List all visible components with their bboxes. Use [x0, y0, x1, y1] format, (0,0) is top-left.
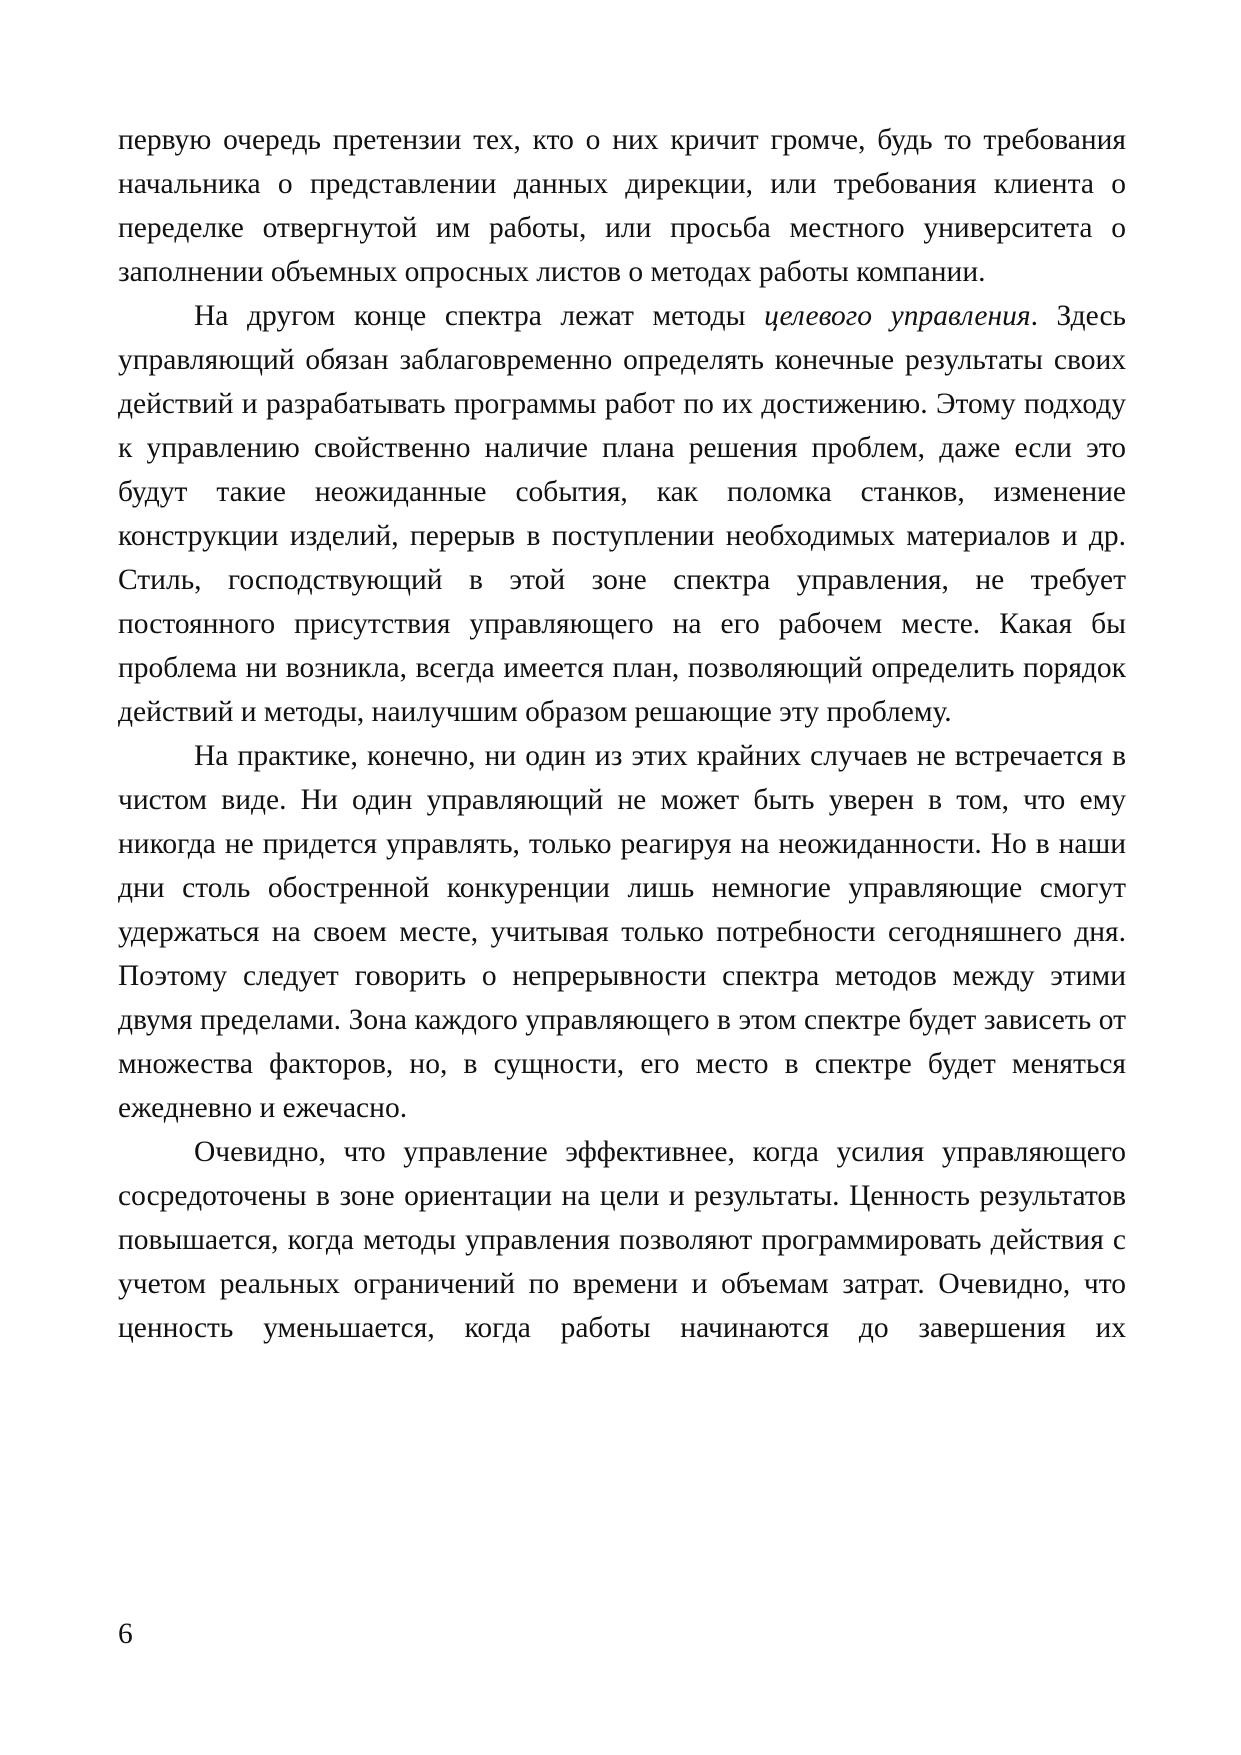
page-number: 6	[118, 1618, 133, 1650]
paragraph-3: На практике, конечно, ни один из этих крайних случаев не встречается в чистом виде. Ни один управляющий не может быть уверен в том, что ему никогда не придется управлять, только реагируя на неожиданности. Но в наши дни столь обостренной конкуренции лишь немногие управляющие смогут удержаться на своем месте, учитывая только потребности сегодняшнего дня. Поэтому следует говорить о непрерывности спектра методов между этими двумя пределами. Зона каждого управляющего в этом спектре будет зависеть от множества факторов, но, в сущности, его место в спектре будет меняться ежедневно и ежечасно.	[118, 740, 1126, 1124]
paragraph-2	[118, 294, 1126, 734]
paragraph-2-text-end: . Здесь управляющий обязан заблаговременно определять конечные результаты своих действий и разрабатывать программы работ по их достижению. Этому подходу к управлению свойственно наличие плана решения проблем, даже если это будут такие неожиданные события, как поломка станков, изменение конструкции изделий, перерыв в поступлении необходимых материалов и др. Стиль, господствующий в этой зоне спектра управления, не требует постоянного присутствия управляющего на его рабочем месте. Какая бы проблема ни возникла, всегда имеется план, позволяющий определить порядок действий и методы, наилучшим образом решающие эту проблему.	[118, 300, 1126, 728]
emphasized-term: целевого управления	[764, 300, 1031, 332]
paragraph-1: первую очередь претензии тех, кто о них кричит громче, будь то требования начальника о представлении данных дирекции, или требования клиента о переделке отвергнутой им работы, или просьба местного университета о заполнении объемных опросных листов о методах работы компании.	[118, 124, 1126, 288]
paragraph-4: Очевидно, что управление эффективнее, когда усилия управляющего сосредоточены в зоне ориентации на цели и результаты. Ценность результатов повышается, когда методы управления позволяют программировать действия с учетом реальных ограничений по времени и объемам затрат. Очевидно, что ценность уменьшается, когда работы начинаются до завершения их	[118, 1136, 1126, 1344]
paragraph-2-text-start: На другом конце спектра лежат методы	[194, 300, 765, 332]
body-text	[118, 118, 1126, 1350]
